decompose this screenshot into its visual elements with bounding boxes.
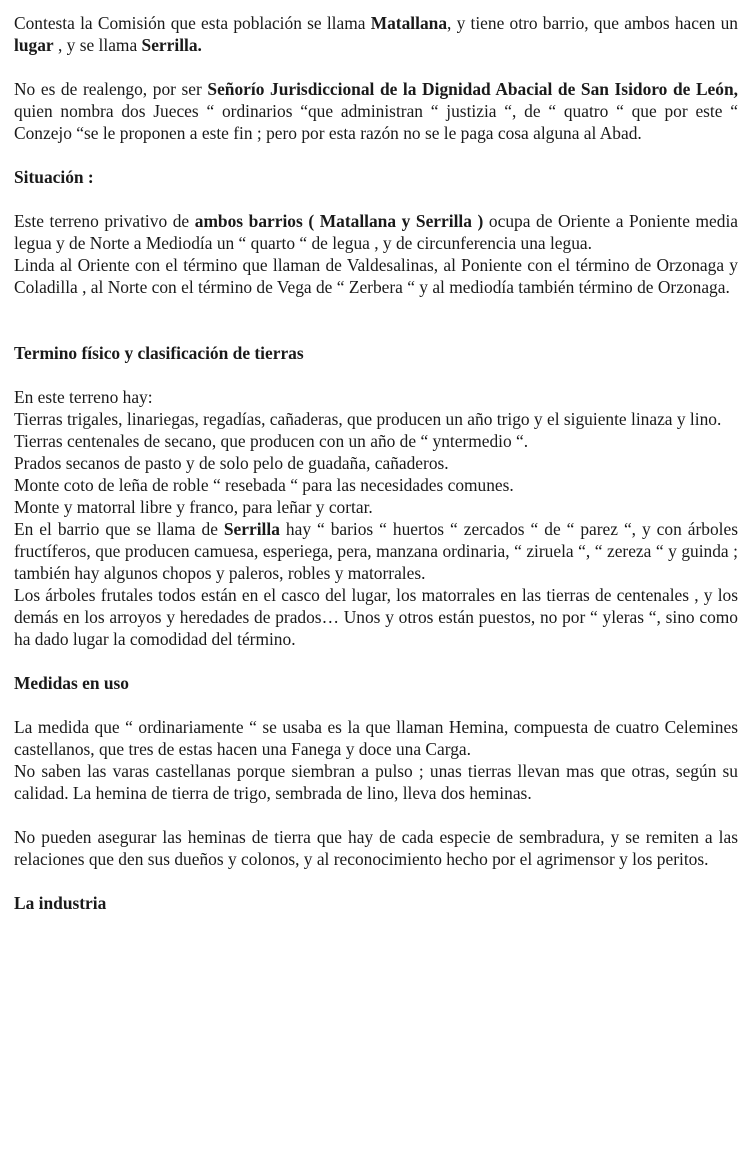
termino-line-2: Tierras trigales, linariegas, regadías, cañaderas, que producen un año trigo y el siguiente linaza y lino. — [14, 409, 722, 429]
termino-line-3: Tierras centenales de secano, que producen con un año de “ yntermedio “. — [14, 431, 529, 451]
intro-paragraph: Contesta la Comisión que esta población se llama Matallana, y tiene otro barrio, que ambos hacen un lugar , y se llama Serrilla. — [14, 13, 738, 55]
termino-line-5: Monte coto de leña de roble “ resebada “ para las necesidades comunes. — [14, 475, 514, 495]
medidas-paragraph-2: No saben las varas castellanas porque siembran a pulso ; unas tierras llevan mas que otras, según su calidad. La hemina de tierra de trigo, sembrada de lino, lleva dos heminas. — [14, 761, 738, 803]
termino-line-8: Los árboles frutales todos están en el casco del lugar, los matorrales en las tierras de centenales , y los demás en los arroyos y heredades de prados… Unos y otros están puestos, no por “ yleras “, sino como ha dado lugar la comodidad del término. — [14, 585, 738, 649]
medidas-paragraph-3: No pueden asegurar las heminas de tierra que hay de cada especie de sembradura, y se remiten a las relaciones que den sus dueños y colonos, y al reconocimiento hecho por el agrimensor y los peritos. — [14, 827, 738, 869]
termino-line-7: En el barrio que se llama de Serrilla hay “ barios “ huertos “ zercados “ de “ parez “, y con árboles fructíferos, que producen camuesa, esperiega, pera, manzana ordinaria, “ ziruela “, “ zereza “ y guinda ; también hay algunos chopos y paleros, robles y matorrales. — [14, 519, 738, 583]
termino-line-6: Monte y matorral libre y franco, para leñar y cortar. — [14, 497, 373, 517]
situacion-heading: Situación : — [14, 167, 94, 187]
medidas-paragraph-1: La medida que “ ordinariamente “ se usaba es la que llaman Hemina, compuesta de cuatro Celemines castellanos, que tres de estas hacen una Fanega y doce una Carga. — [14, 717, 738, 759]
industria-heading: La industria — [14, 893, 107, 913]
situacion-paragraph-1: Este terreno privativo de ambos barrios ( Matallana y Serrilla ) ocupa de Oriente a Poniente media legua y de Norte a Mediodía un “ quarto “ de legua , y de circunferencia una legua. — [14, 211, 738, 253]
jurisdiction-paragraph: No es de realengo, por ser Señorío Jurisdiccional de la Dignidad Abacial de San Isidoro de León, quien nombra dos Jueces “ ordinarios “que administran “ justizia “, de “ quatro “ que por este “ Conzejo “se le proponen a este fin ; pero por esta razón no se le paga cosa alguna al Abad. — [14, 79, 738, 143]
termino-line-4: Prados secanos de pasto y de solo pelo de guadaña, cañaderos. — [14, 453, 449, 473]
medidas-heading: Medidas en uso — [14, 673, 129, 693]
termino-heading: Termino físico y clasificación de tierras — [14, 343, 304, 363]
situacion-paragraph-2: Linda al Oriente con el término que llaman de Valdesalinas, al Poniente con el término de Orzonaga y Coladilla , al Norte con el término de Vega de “ Zerbera “ y al mediodía también término de Orzonaga. — [14, 255, 738, 297]
termino-line-1: En este terreno hay: — [14, 387, 153, 407]
